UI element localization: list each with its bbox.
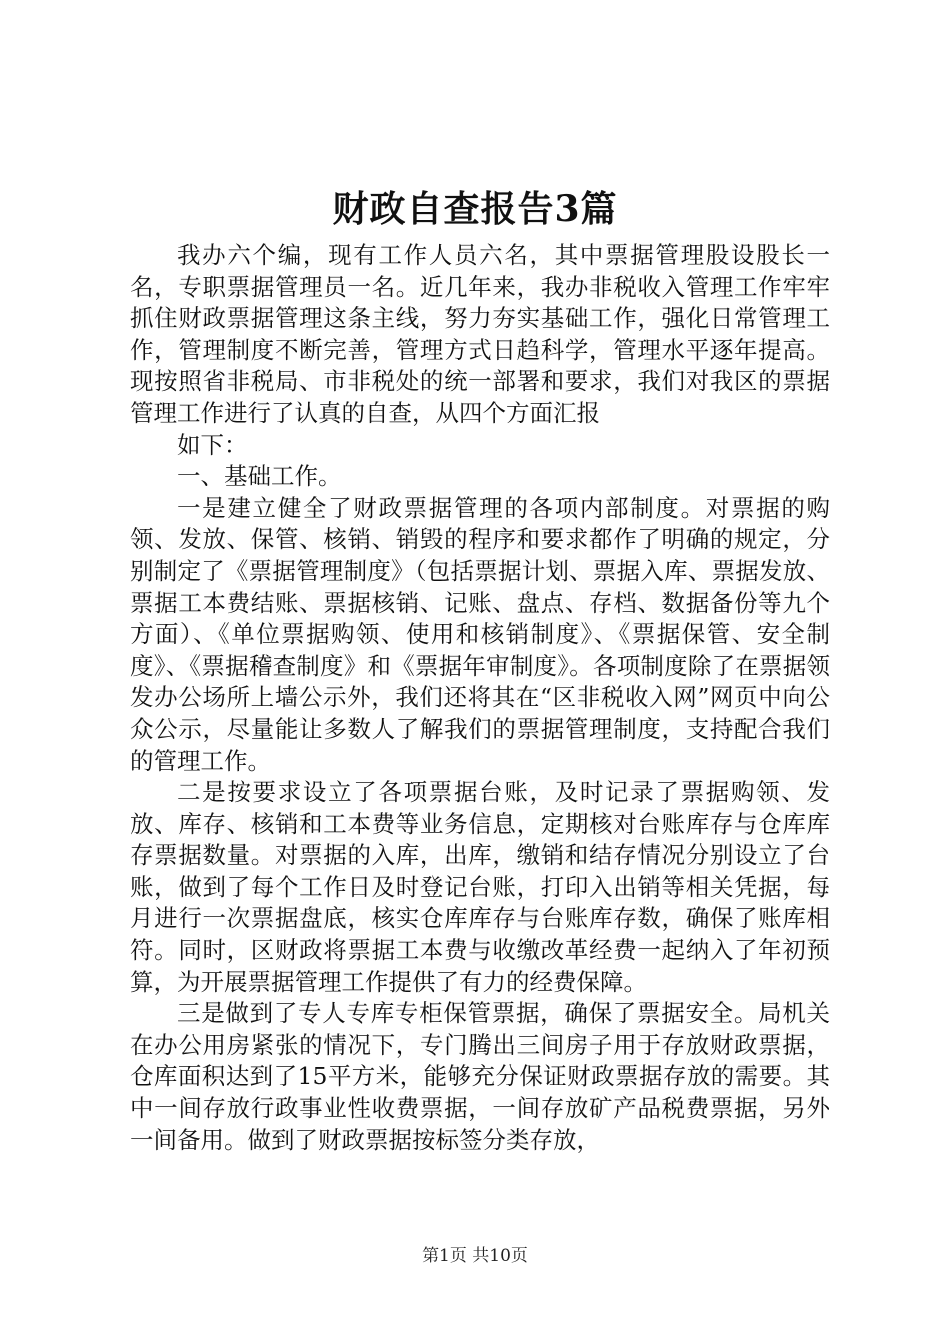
paragraph: 一、基础工作。 [177, 462, 342, 491]
paragraph: 我办六个编，现有工作人员六名，其中票据管理股设股长一名，专职票据管理员一名。近几年来，我办非税收入管理工作牢牢抓住财政票据管理这条主线，努力夯实基础工作，强化日常管理工作，管理制度不断完善，管理方式日趋科学，管理水平逐年提高。现按照省非税局、市非税处的统一部署和要求，我们对我区的票据管理工作进行了认真的自查，从四个方面汇报 [130, 241, 830, 427]
page-number-footer: 第1页 共10页 [422, 1246, 528, 1266]
paragraph: 三是做到了专人专库专柜保管票据，确保了票据安全。局机关在办公用房紧张的情况下，专门腾出三间房子用于存放财政票据，仓库面积达到了15平方米，能够充分保证财政票据存放的需要。其中一间存放行政事业性收费票据，一间存放矿产品税费票据，另外一间备用。做到了财政票据按标签分类存放， [130, 999, 830, 1154]
paragraph: 一是建立健全了财政票据管理的各项内部制度。对票据的购领、发放、保管、核销、销毁的程序和要求都作了明确的规定，分别制定了《票据管理制度》（包括票据计划、票据入库、票据发放、票据工本费结账、票据核销、记账、盘点、存档、数据备份等九个方面）、《单位票据购领、使用和核销制度》、《票据保管、安全制度》、《票据稽查制度》和《票据年审制度》。各项制度除了在票据领发办公场所上墙公示外，我们还将其在“区非税收入网”网页中向公众公示，尽量能让多数人了解我们的票据管理制度，支持配合我们的管理工作。 [130, 493, 830, 775]
document-title: 财政自查报告3篇 [332, 188, 618, 230]
paragraph: 二是按要求设立了各项票据台账，及时记录了票据购领、发放、库存、核销和工本费等业务信息，定期核对台账库存与仓库库存票据数量。对票据的入库，出库，缴销和结存情况分别设立了台账，做到了每个工作日及时登记台账，打印入出销等相关凭据，每月进行一次票据盘底，核实仓库库存与台账库存数，确保了账库相符。同时，区财政将票据工本费与收缴改革经费一起纳入了年初预算，为开展票据管理工作提供了有力的经费保障。 [130, 778, 830, 996]
document-body [130, 240, 830, 1156]
paragraph: 如下： [177, 430, 248, 459]
